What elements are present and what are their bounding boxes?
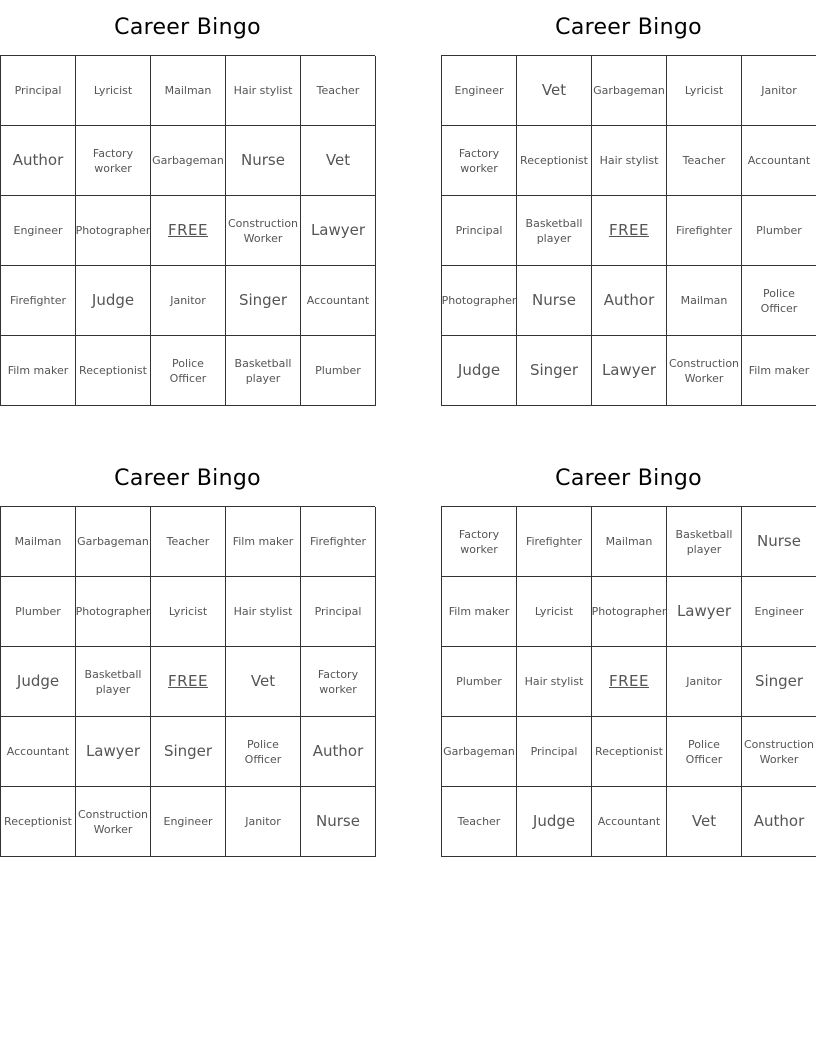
bingo-cell: Photographer xyxy=(76,196,151,266)
bingo-cell: Teacher xyxy=(442,787,517,857)
bingo-cell: Plumber xyxy=(442,647,517,717)
bingo-cell: Garbageman xyxy=(151,126,226,196)
bingo-cell: Hair stylist xyxy=(592,126,667,196)
bingo-cell: Janitor xyxy=(226,787,301,857)
bingo-cell: Police Officer xyxy=(742,266,816,336)
free-space-cell: FREE xyxy=(151,647,226,717)
bingo-cell: Lyricist xyxy=(517,577,592,647)
bingo-cell: Photographer xyxy=(442,266,517,336)
bingo-cell: Lyricist xyxy=(76,56,151,126)
card-title: Career Bingo xyxy=(555,466,702,491)
bingo-cell: Singer xyxy=(226,266,301,336)
bingo-cell: Factory worker xyxy=(301,647,376,717)
bingo-cell: Nurse xyxy=(742,507,816,577)
bingo-cell: Lyricist xyxy=(667,56,742,126)
bingo-cell: Factory worker xyxy=(442,126,517,196)
bingo-cell: Engineer xyxy=(1,196,76,266)
bingo-cell: Principal xyxy=(442,196,517,266)
bingo-cell: Film maker xyxy=(226,507,301,577)
free-space-cell: FREE xyxy=(151,196,226,266)
bingo-cell: Accountant xyxy=(592,787,667,857)
bingo-cell: Firefighter xyxy=(1,266,76,336)
bingo-cell: Factory worker xyxy=(76,126,151,196)
bingo-cell: Basketball player xyxy=(517,196,592,266)
bingo-cell: Plumber xyxy=(742,196,816,266)
bingo-cell: Singer xyxy=(742,647,816,717)
bingo-cell: Police Officer xyxy=(667,717,742,787)
bingo-cell: Plumber xyxy=(1,577,76,647)
bingo-cell: Mailman xyxy=(667,266,742,336)
bingo-cell: Teacher xyxy=(667,126,742,196)
bingo-card-3 xyxy=(0,451,375,857)
bingo-cell: Police Officer xyxy=(226,717,301,787)
bingo-cell: Film maker xyxy=(1,336,76,406)
bingo-cell: Hair stylist xyxy=(517,647,592,717)
bingo-cell: Construction Worker xyxy=(226,196,301,266)
bingo-cell: Principal xyxy=(517,717,592,787)
bingo-cell: Engineer xyxy=(742,577,816,647)
bingo-cell: Engineer xyxy=(442,56,517,126)
bingo-cell: Firefighter xyxy=(667,196,742,266)
bingo-cell: Basketball player xyxy=(667,507,742,577)
bingo-cell: Accountant xyxy=(1,717,76,787)
bingo-cell: Plumber xyxy=(301,336,376,406)
bingo-cell: Firefighter xyxy=(301,507,376,577)
bingo-cell: Lawyer xyxy=(592,336,667,406)
free-space-cell: FREE xyxy=(592,647,667,717)
bingo-cell: Film maker xyxy=(742,336,816,406)
bingo-cell: Judge xyxy=(1,647,76,717)
bingo-cell: Accountant xyxy=(742,126,816,196)
bingo-cell: Construction Worker xyxy=(76,787,151,857)
bingo-cell: Janitor xyxy=(667,647,742,717)
bingo-cell: Mailman xyxy=(151,56,226,126)
bingo-cell: Nurse xyxy=(517,266,592,336)
bingo-cell: Mailman xyxy=(592,507,667,577)
card-title: Career Bingo xyxy=(555,15,702,40)
bingo-cell: Vet xyxy=(226,647,301,717)
bingo-cell: Singer xyxy=(517,336,592,406)
bingo-cell: Principal xyxy=(1,56,76,126)
bingo-cell: Vet xyxy=(667,787,742,857)
bingo-cell: Judge xyxy=(442,336,517,406)
bingo-cell: Vet xyxy=(301,126,376,196)
bingo-cell: Accountant xyxy=(301,266,376,336)
bingo-cell: Factory worker xyxy=(442,507,517,577)
bingo-cell: Lawyer xyxy=(301,196,376,266)
bingo-cell: Garbageman xyxy=(442,717,517,787)
bingo-cell: Photographer xyxy=(76,577,151,647)
bingo-grid xyxy=(0,55,375,406)
bingo-cell: Basketball player xyxy=(76,647,151,717)
free-space-cell: FREE xyxy=(592,196,667,266)
bingo-cell: Construction Worker xyxy=(667,336,742,406)
bingo-grid xyxy=(0,506,375,857)
bingo-card-2 xyxy=(441,0,816,406)
bingo-cell: Engineer xyxy=(151,787,226,857)
bingo-grid xyxy=(441,506,816,857)
bingo-cell: Janitor xyxy=(742,56,816,126)
bingo-cell: Lawyer xyxy=(667,577,742,647)
bingo-cell: Film maker xyxy=(442,577,517,647)
bingo-cell: Receptionist xyxy=(517,126,592,196)
bingo-cell: Teacher xyxy=(151,507,226,577)
bingo-card-4 xyxy=(441,451,816,857)
bingo-cell: Janitor xyxy=(151,266,226,336)
bingo-cell: Nurse xyxy=(226,126,301,196)
bingo-cell: Basketball player xyxy=(226,336,301,406)
bingo-card-1 xyxy=(0,0,375,406)
bingo-cell: Photographer xyxy=(592,577,667,647)
bingo-cell: Author xyxy=(301,717,376,787)
bingo-cell: Mailman xyxy=(1,507,76,577)
bingo-cell: Receptionist xyxy=(592,717,667,787)
bingo-cell: Singer xyxy=(151,717,226,787)
bingo-cell: Author xyxy=(742,787,816,857)
bingo-grid xyxy=(441,55,816,406)
bingo-cell: Author xyxy=(1,126,76,196)
bingo-cell: Vet xyxy=(517,56,592,126)
card-title: Career Bingo xyxy=(114,466,261,491)
bingo-cell: Hair stylist xyxy=(226,577,301,647)
bingo-cell: Garbageman xyxy=(592,56,667,126)
bingo-cell: Judge xyxy=(517,787,592,857)
bingo-cell: Judge xyxy=(76,266,151,336)
bingo-cell: Teacher xyxy=(301,56,376,126)
bingo-cell: Author xyxy=(592,266,667,336)
bingo-cell: Police Officer xyxy=(151,336,226,406)
bingo-cell: Garbageman xyxy=(76,507,151,577)
card-title: Career Bingo xyxy=(114,15,261,40)
bingo-cell: Receptionist xyxy=(76,336,151,406)
bingo-cell: Construction Worker xyxy=(742,717,816,787)
bingo-cell: Firefighter xyxy=(517,507,592,577)
bingo-cell: Hair stylist xyxy=(226,56,301,126)
bingo-cell: Principal xyxy=(301,577,376,647)
bingo-cell: Lyricist xyxy=(151,577,226,647)
bingo-cell: Receptionist xyxy=(1,787,76,857)
bingo-cell: Nurse xyxy=(301,787,376,857)
bingo-cell: Lawyer xyxy=(76,717,151,787)
